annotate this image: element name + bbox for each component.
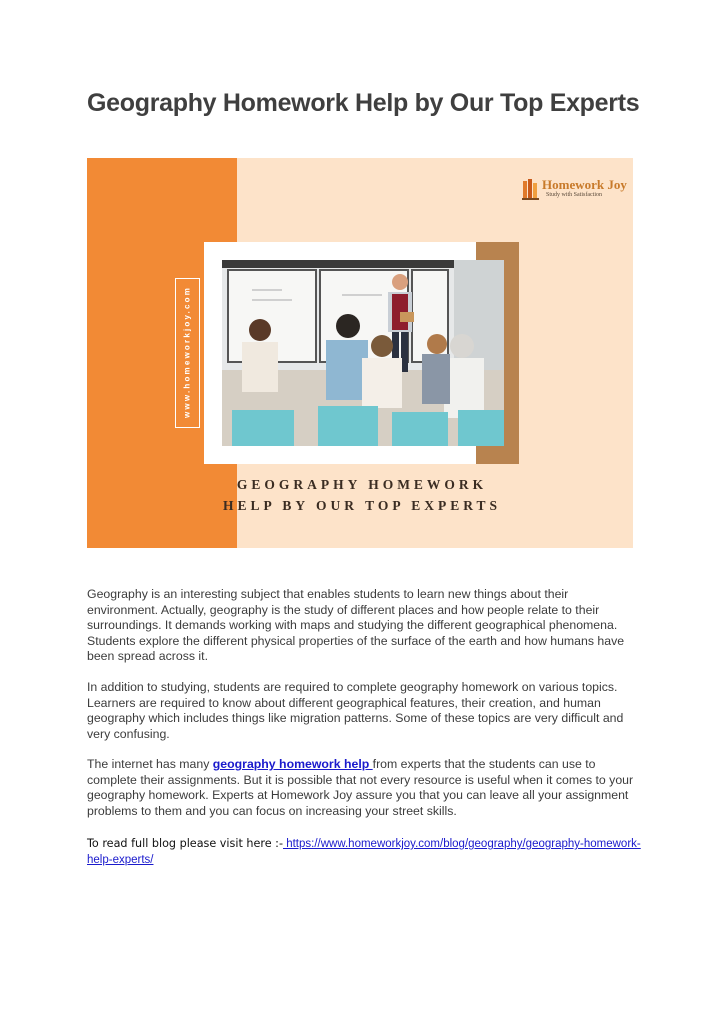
blog-url-link[interactable]: https://www.homeworkjoy.com/blog/geography/geography-homework-help-experts/ xyxy=(87,838,641,866)
banner-heading xyxy=(217,474,507,516)
website-vertical-text: www.homeworkjoy.com xyxy=(182,285,192,419)
banner-heading-line1: GEOGRAPHY HOMEWORK xyxy=(236,477,488,492)
logo-name: Homework Joy xyxy=(542,177,627,192)
page-title: Geography Homework Help by Our Top Experts xyxy=(87,89,640,117)
paragraph-internet-start: The internet has many xyxy=(87,757,213,771)
paragraph-studying: In addition to studying, students are required to complete geography homework on various topics. Learners are required to know about different geographical features, their creation, and human geography which includes things like migration patterns. Some of these topics are very difficult and very confusing. xyxy=(87,680,624,741)
geography-homework-help-link[interactable]: geography homework help xyxy=(212,757,373,771)
classroom-illustration xyxy=(222,260,504,446)
classroom-photo xyxy=(222,260,504,446)
book-logo-icon xyxy=(522,178,542,200)
article-banner-image xyxy=(87,158,633,548)
paragraph-intro: Geography is an interesting subject that enables students to learn new things about their environment. Actually, geography is the study of different places and how people relate to their surroundings. It demands working with maps and studying the different geographical phenomena. Students explore the different physical properties of the surface of the earth and how humans have been spread across it. xyxy=(87,587,625,663)
banner-heading-line2: HELP BY OUR TOP EXPERTS xyxy=(222,498,502,513)
read-full-blog-line xyxy=(87,836,647,868)
logo-tagline: Study with Satisfaction xyxy=(546,192,602,198)
paragraph-internet xyxy=(87,757,637,819)
visit-label: To read full blog please visit here :- xyxy=(87,837,283,850)
homework-joy-logo xyxy=(522,177,627,203)
paragraph-internet-rest: from experts that the students can use to complete their assignments. But it is possible that not every resource is useful when it comes to your geography homework. Experts at Homework Joy assure you that you can leave all your assignment problems to them and you can focus on increasing your street skills. xyxy=(87,757,634,818)
